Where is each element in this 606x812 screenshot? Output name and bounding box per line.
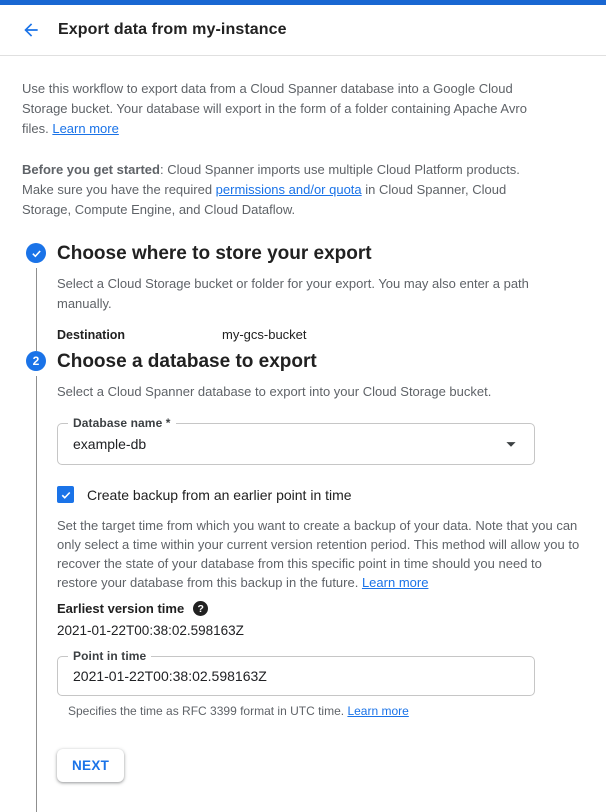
- help-icon[interactable]: ?: [193, 601, 208, 616]
- step-connector-line: [36, 268, 37, 351]
- database-name-select[interactable]: [57, 416, 535, 465]
- intro-paragraph-2-text-b: in Cloud Spanner, Cloud Storage, Compute Engine, and Cloud Dataflow.: [22, 182, 507, 217]
- step-2-rail: [26, 351, 46, 812]
- main-content: [0, 56, 606, 812]
- step-1-check-icon: [26, 243, 46, 263]
- step-2-number-icon: 2: [26, 351, 46, 371]
- page-title: Export data from my-instance: [58, 21, 287, 38]
- step-1-body: [57, 243, 584, 351]
- point-in-time-helper-text: Specifies the time as RFC 3399 format in UTC time.: [68, 704, 348, 718]
- point-in-time-input[interactable]: [73, 668, 522, 684]
- step-1-description: Select a Cloud Storage bucket or folder for your export. You may also enter a path manually.: [57, 276, 529, 311]
- next-button[interactable]: NEXT: [57, 749, 124, 782]
- intro-paragraph-2-text-a: : Cloud Spanner imports use multiple Cloud Platform products. Make sure you have the required: [22, 162, 520, 197]
- earliest-version-label: Earliest version time: [57, 601, 185, 616]
- point-in-time-field: [57, 649, 535, 696]
- point-in-time-helper: [57, 704, 584, 718]
- database-name-value: example-db: [73, 436, 147, 452]
- point-in-time-label: Point in time: [68, 649, 151, 664]
- earliest-version-value: 2021-01-22T00:38:02.598163Z: [57, 623, 244, 638]
- earliest-version-row: [57, 601, 584, 616]
- backup-description: [57, 516, 584, 592]
- backup-description-text: Set the target time from which you want to create a backup of your data. Note that you can only select a time within your current version retention period. This method will allow you to recover the state of your database from this specific point in time should you need to restore your database from this backup in the future.: [57, 518, 580, 590]
- page-header: [0, 5, 606, 56]
- permissions-quota-link[interactable]: permissions and/or quota: [215, 182, 362, 197]
- check-icon: [60, 489, 72, 501]
- learn-more-link-backup[interactable]: Learn more: [361, 575, 429, 590]
- learn-more-link-helper[interactable]: Learn more: [347, 704, 409, 718]
- step-2: [22, 351, 584, 812]
- check-icon: [31, 248, 42, 259]
- step-2-description: Select a Cloud Spanner database to export into your Cloud Storage bucket.: [57, 384, 492, 399]
- step-1-rail: [26, 243, 46, 351]
- before-you-start-lead: Before you get started: [22, 162, 160, 177]
- learn-more-link-intro[interactable]: Learn more: [52, 121, 119, 136]
- arrow-back-icon: [21, 20, 41, 40]
- database-name-label: Database name *: [68, 416, 176, 431]
- backup-checkbox[interactable]: [57, 486, 74, 503]
- step-1: [22, 243, 584, 351]
- back-button[interactable]: [21, 20, 41, 40]
- destination-row: [57, 327, 584, 351]
- export-stepper: [22, 243, 584, 812]
- intro-paragraph-1-text: Use this workflow to export data from a Cloud Spanner database into a Google Cloud Storage bucket. Your database will export in the form of a folder containing Apache Avro files.: [22, 81, 527, 136]
- intro-paragraph-1: [22, 79, 554, 139]
- step-connector-line: [36, 376, 37, 812]
- step-2-body: [57, 351, 584, 812]
- step-1-title[interactable]: Choose where to store your export: [57, 243, 372, 264]
- backup-checkbox-label[interactable]: Create backup from an earlier point in time: [87, 486, 352, 503]
- destination-label: Destination: [57, 328, 126, 342]
- intro-paragraph-2: [22, 160, 554, 220]
- step-2-title: Choose a database to export: [57, 351, 317, 372]
- backup-checkbox-row: [57, 486, 584, 503]
- dropdown-arrow-icon: [500, 433, 522, 455]
- destination-value: my-gcs-bucket: [222, 327, 307, 342]
